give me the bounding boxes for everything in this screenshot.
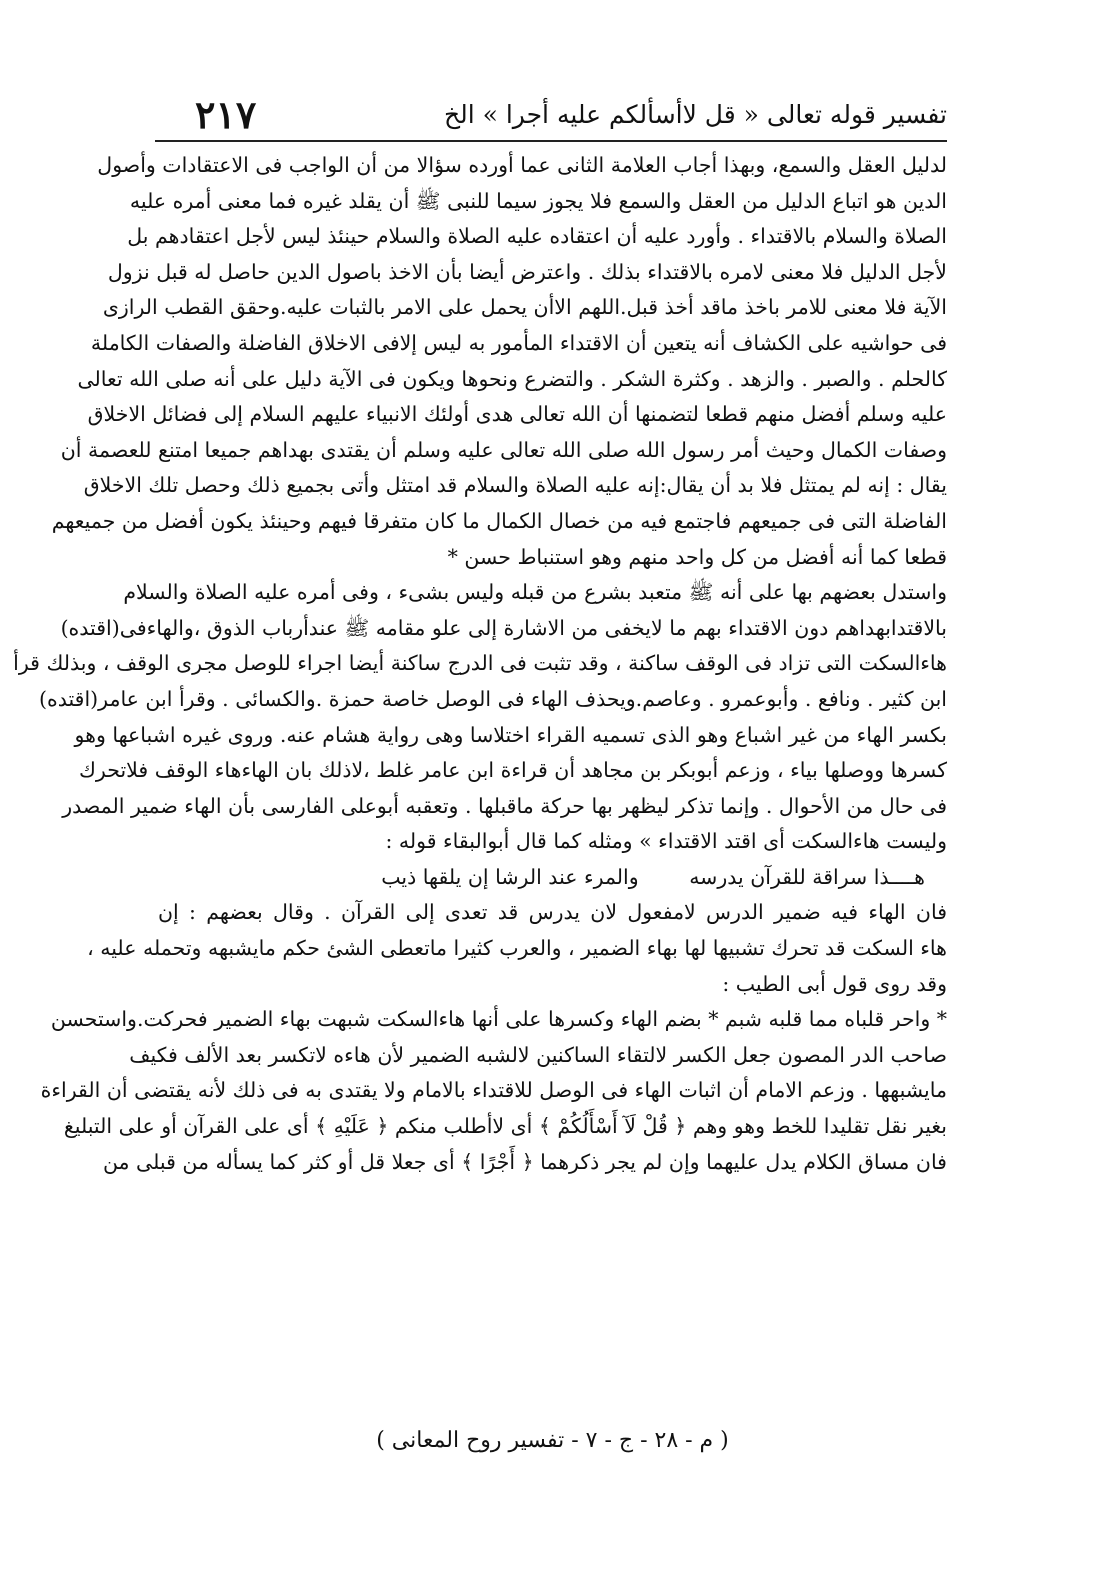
text-line: وصفات الكمال وحيث أمر رسول الله صلى الله تعالى عليه وسلم أن يقتدى بهداهم جميعا امتنع للعصمة أن (60, 437, 947, 462)
text-line: الصلاة والسلام بالاقتداء . وأورد عليه أن اعتقاده عليه الصلاة والسلام حينئذ ليس لأجل اعتقادهم بل (127, 224, 947, 249)
text-line: الدين هو اتباع الدليل من العقل والسمع فلا يجوز سيما للنبى ﷺ أن يقلد غيره فما معنى أمره عليه (129, 188, 947, 213)
text-line: لدليل العقل والسمع، وبهذا أجاب العلامة الثانى عما أورده سؤالا من أن الواجب فى الاعتقادات وأصول (97, 153, 947, 177)
page-footer: ( م - ٢٨ - ج - ٧ - تفسير روح المعانى ) (376, 1428, 729, 1453)
page-number: ٢١٧ (195, 92, 257, 137)
verse-hemistich: هــــذا سراقة للقرآن يدرسه (689, 864, 925, 889)
verse-hemistich: والمرء عند الرشا إن يلقها ذيب (381, 864, 639, 889)
header-rule (155, 140, 947, 142)
text-line: الآية فلا معنى للامر باخذ ماقد أخذ قبل.اللهم الاأن يحمل على الامر بالثبات عليه.وحقق القطب الرازى (102, 295, 947, 320)
text-line: وقد روى قول أبى الطيب : (722, 971, 947, 996)
body-text (13, 148, 947, 1180)
text-line: هاء السكت قد تحرك تشبيها لها بهاء الضمير ، والعرب كثيرا ماتعطى الشئ حكم مايشبهه وتحمله عليه ، (87, 936, 947, 961)
page-header (155, 92, 947, 142)
poetry-verse (158, 860, 947, 896)
text-line: فان الهاء فيه ضمير الدرس لامفعول لان يدرس قد تعدى إلى القرآن . وقال بعضهم : إن (158, 900, 947, 925)
text-line: الفاضلة التى فى جميعهم فاجتمع فيه من خصال الكمال ما كان متفرقا فيهم وحينئذ يكون أفضل من جميعهم (51, 508, 947, 533)
text-line: هاءالسكت التى تزاد فى الوقف ساكنة ، وقد تثبت فى الدرج ساكنة أيضا اجراء للوصل مجرى الوقف ، وبذلك قرأ (13, 651, 947, 676)
text-line: فى حواشيه على الكشاف أنه يتعين أن الاقتداء المأمور به ليس إلافى الاخلاق الفاضلة والصفات الكاملة (90, 330, 947, 355)
text-line: صاحب الدر المصون جعل الكسر لالتقاء الساكنين لالشبه الضمير لأن هاءه لاتكسر بعد الألف فكيف (129, 1042, 947, 1067)
text-line: بالاقتدابهداهم دون الاقتداء بهم ما لايخفى من الاشارة إلى علو مقامه ﷺ عندأرباب الذوق ،والهاءفى(اقتده) (60, 615, 947, 640)
text-line: كسرها ووصلها بياء ، وزعم أبوبكر بن مجاهد أن قراءة ابن عامر غلط ،لاذلك بان الهاءهاء الوقف فلاتحرك (79, 758, 947, 783)
text-line: واستدل بعضهم بها على أنه ﷺ متعبد بشرع من قبله وليس بشىء ، وفى أمره عليه الصلاة والسلام (123, 580, 947, 605)
text-line: عليه وسلم أفضل منهم قطعا لتضمنها أن الله تعالى هدى أولئك الانبياء عليهم السلام إلى فضائل الاخلاق (87, 402, 947, 427)
text-line: فى حال من الأحوال . وإنما تذكر ليظهر بها حركة ماقبلها . وتعقبه أبوعلى الفارسى بأن الهاء ضمير المصدر (62, 793, 947, 818)
text-line: لأجل الدليل فلا معنى لامره بالاقتداء بذلك . واعترض أيضا بأن الاخذ باصول الدين حاصل له قبل نزول (107, 259, 947, 284)
text-line: بغير نقل تقليدا للخط وهو وهم ﴿ قُلْ لَآ أَسْأَلُكُمْ ﴾ أى لاأطلب منكم ﴿ عَلَيْهِ ﴾ أى على القرآن أو على التبليغ (63, 1114, 947, 1139)
text-line: ابن كثير . ونافع . وأبوعمرو . وعاصم.ويحذف الهاء فى الوصل خاصة حمزة .والكسائى . وقرأ ابن عامر(اقتده) (38, 686, 947, 711)
text-line: وليست هاءالسكت أى اقتد الاقتداء » ومثله كما قال أبوالبقاء قوله : (385, 829, 947, 854)
text-line: مايشبهها . وزعم الامام أن اثبات الهاء فى الوصل للاقتداء بالامام ولا يقتدى به فى ذلك لأنه يقتضى أن القراءة (40, 1078, 947, 1103)
text-line: فان مساق الكلام يدل عليهما وإن لم يجر ذكرهما ﴿ أَجْرًا ﴾ أى جعلا قل أو كثر كما يسأله من قبلى من (102, 1149, 947, 1174)
text-line: قطعا كما أنه أفضل من كل واحد منهم وهو استنباط حسن * (447, 544, 947, 569)
text-line: * واحر قلباه مما قلبه شبم * بضم الهاء وكسرها على أنها هاءالسكت شبهت بهاء الضمير فحركت.واستحسن (50, 1007, 947, 1032)
text-line: بكسر الهاء من غير اشباع وهو الذى تسميه القراء اختلاسا وهى رواية هشام عنه. وروى غيره اشباعها وهو (74, 722, 947, 747)
text-line: كالحلم . والصبر . والزهد . وكثرة الشكر . والتضرع ونحوها ويكون فى الآية دليل على أنه صلى الله تعالى (77, 366, 947, 391)
text-line: يقال : إنه لم يمتثل فلا بد أن يقال:إنه عليه الصلاة والسلام قد امتثل وأتى بجميع ذلك وحصل تلك الاخلاق (83, 473, 947, 498)
running-title: تفسير قوله تعالى « قل لاأسألكم عليه أجرا » الخ (443, 100, 947, 129)
